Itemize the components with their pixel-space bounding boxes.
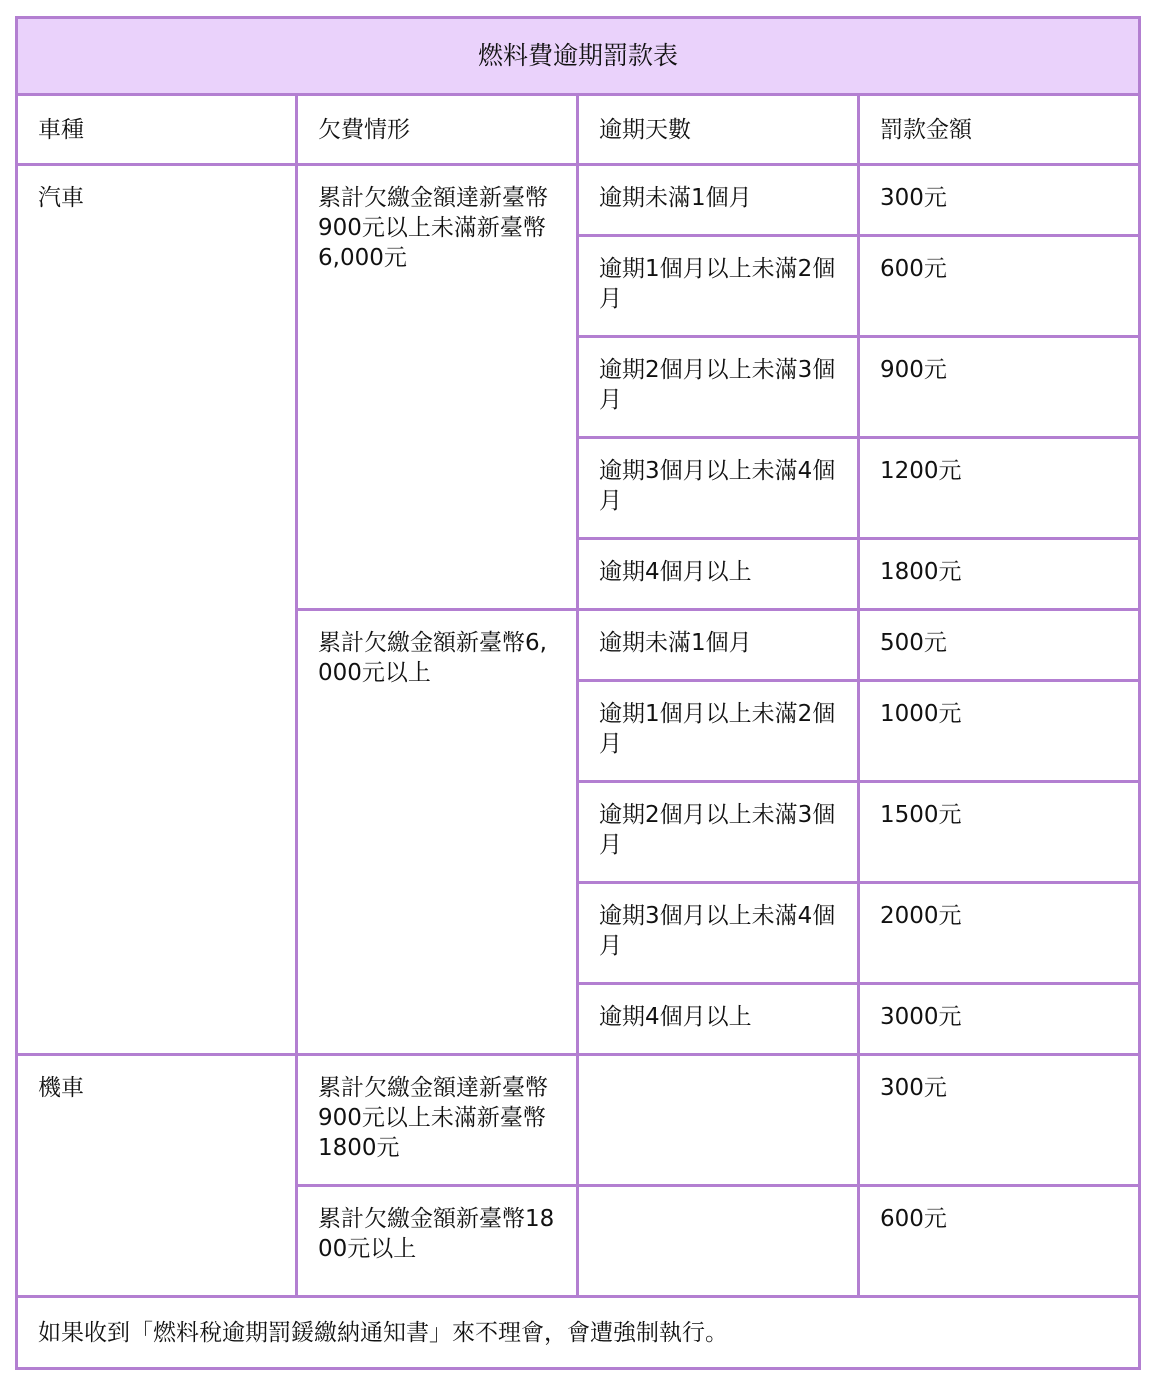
condition-cell: 累計欠繳金額達新臺幣900元以上未滿新臺幣6,000元 (297, 165, 578, 610)
header-row (17, 95, 1140, 165)
fine-cell: 1800元 (859, 539, 1140, 610)
footer-row (17, 1297, 1140, 1369)
fine-cell: 2000元 (859, 883, 1140, 984)
fine-cell: 1000元 (859, 681, 1140, 782)
period-cell: 逾期3個月以上未滿4個月 (578, 883, 859, 984)
condition-cell: 累計欠繳金額新臺幣1800元以上 (297, 1186, 578, 1297)
period-cell: 逾期未滿1個月 (578, 610, 859, 681)
period-cell: 逾期4個月以上 (578, 984, 859, 1055)
fine-cell: 1200元 (859, 438, 1140, 539)
fine-cell: 900元 (859, 337, 1140, 438)
fine-cell: 1500元 (859, 782, 1140, 883)
table-row (17, 165, 1140, 236)
fine-cell: 300元 (859, 1055, 1140, 1186)
header-overdue-period: 逾期天數 (578, 95, 859, 165)
fine-cell: 600元 (859, 236, 1140, 337)
condition-cell: 累計欠繳金額新臺幣6,000元以上 (297, 610, 578, 1055)
fine-cell: 3000元 (859, 984, 1140, 1055)
fine-cell: 600元 (859, 1186, 1140, 1297)
period-cell: 逾期4個月以上 (578, 539, 859, 610)
period-cell (578, 1186, 859, 1297)
period-cell: 逾期2個月以上未滿3個月 (578, 337, 859, 438)
table-row (17, 1055, 1140, 1186)
period-cell: 逾期1個月以上未滿2個月 (578, 236, 859, 337)
fuel-fee-penalty-table (15, 16, 1141, 1370)
table-title: 燃料費逾期罰款表 (17, 18, 1140, 95)
condition-cell: 累計欠繳金額達新臺幣900元以上未滿新臺幣1800元 (297, 1055, 578, 1186)
vehicle-cell-car: 汽車 (17, 165, 297, 1055)
period-cell: 逾期2個月以上未滿3個月 (578, 782, 859, 883)
period-cell: 逾期3個月以上未滿4個月 (578, 438, 859, 539)
header-arrears-condition: 欠費情形 (297, 95, 578, 165)
footer-note: 如果收到「燃料稅逾期罰鍰繳納通知書」來不理會，會遭強制執行。 (17, 1297, 1140, 1369)
period-cell: 逾期1個月以上未滿2個月 (578, 681, 859, 782)
header-vehicle-type: 車種 (17, 95, 297, 165)
fine-cell: 500元 (859, 610, 1140, 681)
period-cell: 逾期未滿1個月 (578, 165, 859, 236)
fine-cell: 300元 (859, 165, 1140, 236)
period-cell (578, 1055, 859, 1186)
header-fine-amount: 罰款金額 (859, 95, 1140, 165)
vehicle-cell-motorcycle: 機車 (17, 1055, 297, 1297)
